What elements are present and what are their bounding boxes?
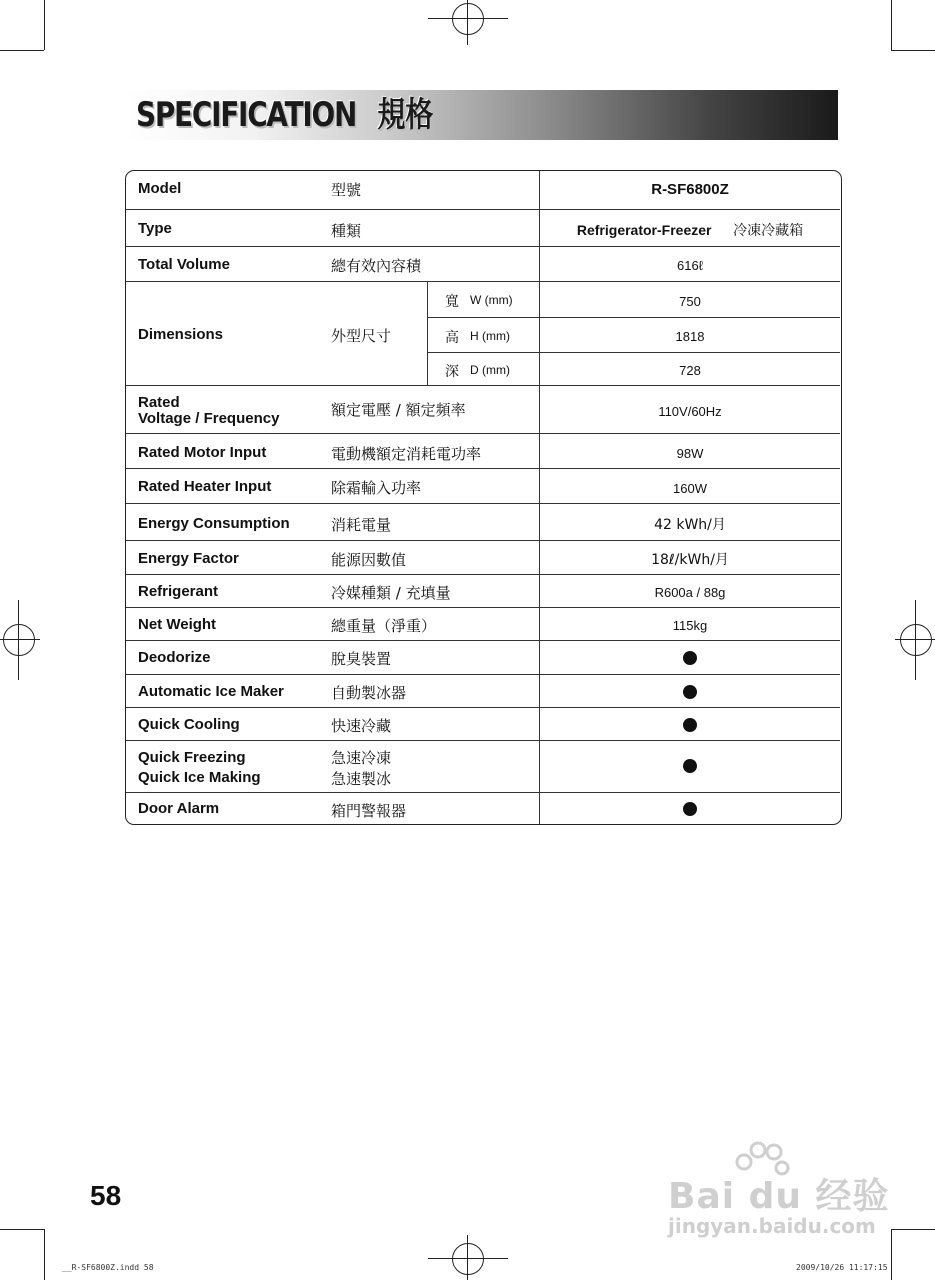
height-value: 1818 [675, 329, 705, 344]
label-en: Dimensions [138, 326, 224, 343]
spec-row-energy-consumption [126, 503, 840, 540]
label-en: Energy Factor [138, 550, 239, 567]
label-en: Quick Freezing [138, 749, 246, 766]
footer-file-info: __R-SF6800Z.indd 58 [62, 1263, 154, 1272]
spec-row-energy-factor [126, 540, 840, 574]
specification-banner [126, 90, 838, 140]
dim-label-en: W (mm) [470, 293, 513, 307]
dimension-width [427, 282, 540, 317]
dim-label-en: D (mm) [470, 363, 510, 377]
dim-label-zh: 深 [445, 364, 459, 380]
dimension-depth [427, 352, 540, 386]
factor-value: 18ℓ/kWh/月 [651, 552, 729, 568]
motor-value: 98W [676, 446, 704, 461]
page-title [136, 90, 433, 140]
spec-row-motor-input [126, 433, 840, 468]
spec-row-model [126, 171, 840, 209]
feature-dot-icon [683, 651, 697, 665]
spec-row-heater-input [126, 468, 840, 503]
label-zh: 快速冷藏 [331, 717, 392, 735]
spec-table [125, 170, 842, 825]
crop-mark [891, 50, 935, 51]
model-value: R-SF6800Z [651, 181, 729, 198]
dim-label-zh: 高 [445, 330, 459, 346]
crop-mark [0, 50, 44, 51]
type-value-zh: 冷凍冷藏箱 [733, 223, 804, 239]
heater-value: 160W [673, 481, 707, 496]
label-zh: 自動製冰器 [331, 684, 407, 702]
label-zh: 額定電壓 / 額定頻率 [331, 401, 466, 419]
spec-row-dimensions [126, 281, 840, 385]
label-en: Type [138, 220, 172, 237]
label-en: Total Volume [138, 256, 230, 273]
spec-row-door-alarm [126, 792, 840, 825]
crop-mark [0, 1229, 44, 1230]
title-english: SPECIFICATION [136, 95, 357, 135]
label-zh: 急速製冰 [331, 770, 392, 788]
refrigerant-value: R600a / 88g [654, 585, 726, 600]
watermark-url: jingyan.baidu.com [668, 1214, 876, 1238]
spec-row-quick-freezing [126, 740, 840, 792]
spec-row-ice-maker [126, 674, 840, 707]
label-en: Rated [138, 394, 180, 411]
label-en: Energy Consumption [138, 515, 290, 532]
label-en: Net Weight [138, 616, 217, 633]
title-chinese: 規格 [377, 95, 434, 135]
label-zh: 電動機額定消耗電功率 [331, 445, 482, 463]
spec-row-voltage [126, 385, 840, 433]
label-zh: 冷媒種類 / 充填量 [331, 584, 451, 602]
volume-value: 616ℓ [677, 258, 703, 273]
crop-mark [891, 1229, 935, 1230]
watermark-brand: Bai du 经验 [668, 1176, 890, 1217]
spec-row-net-weight [126, 607, 840, 640]
label-zh: 總重量（淨重） [331, 617, 437, 635]
dimension-height [427, 317, 540, 352]
label-en: Rated Heater Input [138, 478, 272, 495]
footer-timestamp: 2009/10/26 11:17:15 [796, 1263, 888, 1272]
spec-row-type [126, 209, 840, 246]
label-en: Deodorize [138, 649, 211, 666]
spec-row-refrigerant [126, 574, 840, 607]
label-zh: 箱門警報器 [331, 802, 407, 820]
label-en: Rated Motor Input [138, 444, 267, 461]
label-zh: 除霜輸入功率 [331, 479, 422, 497]
crop-mark [44, 0, 45, 50]
type-value-en: Refrigerator-Freezer [576, 222, 712, 238]
label-en: Refrigerant [138, 583, 219, 600]
label-en: Model [138, 180, 182, 197]
label-en: Quick Cooling [138, 716, 240, 733]
crop-mark [44, 1229, 45, 1280]
label-zh: 種類 [331, 222, 362, 240]
feature-dot-icon [683, 802, 697, 816]
dim-label-en: H (mm) [470, 329, 510, 343]
feature-dot-icon [683, 759, 697, 773]
crop-mark [891, 0, 892, 50]
crop-mark [891, 1229, 892, 1280]
depth-value: 728 [679, 363, 701, 378]
weight-value: 115kg [672, 618, 708, 633]
page-number: 58 [90, 1180, 122, 1211]
label-zh: 型號 [331, 181, 362, 199]
spec-row-quick-cooling [126, 707, 840, 740]
feature-dot-icon [683, 718, 697, 732]
label-en: Automatic Ice Maker [138, 683, 284, 700]
feature-dot-icon [683, 685, 697, 699]
label-zh: 外型尺寸 [331, 327, 392, 345]
voltage-value: 110V/60Hz [658, 404, 722, 419]
label-zh: 能源因數值 [331, 551, 407, 569]
label-zh: 脫臭裝置 [331, 650, 392, 668]
width-value: 750 [679, 294, 701, 309]
energy-value: 42 kWh/月 [654, 517, 726, 533]
label-en: Quick Ice Making [138, 769, 261, 786]
label-zh: 消耗電量 [331, 516, 392, 534]
label-en: Voltage / Frequency [138, 410, 280, 427]
spec-row-total-volume [126, 246, 840, 281]
label-en: Door Alarm [138, 800, 220, 817]
label-zh: 總有效內容積 [331, 257, 422, 275]
spec-row-deodorize [126, 640, 840, 674]
dim-label-zh: 寬 [445, 294, 459, 310]
baidu-watermark [660, 1140, 890, 1240]
label-zh: 急速冷凍 [331, 749, 392, 767]
